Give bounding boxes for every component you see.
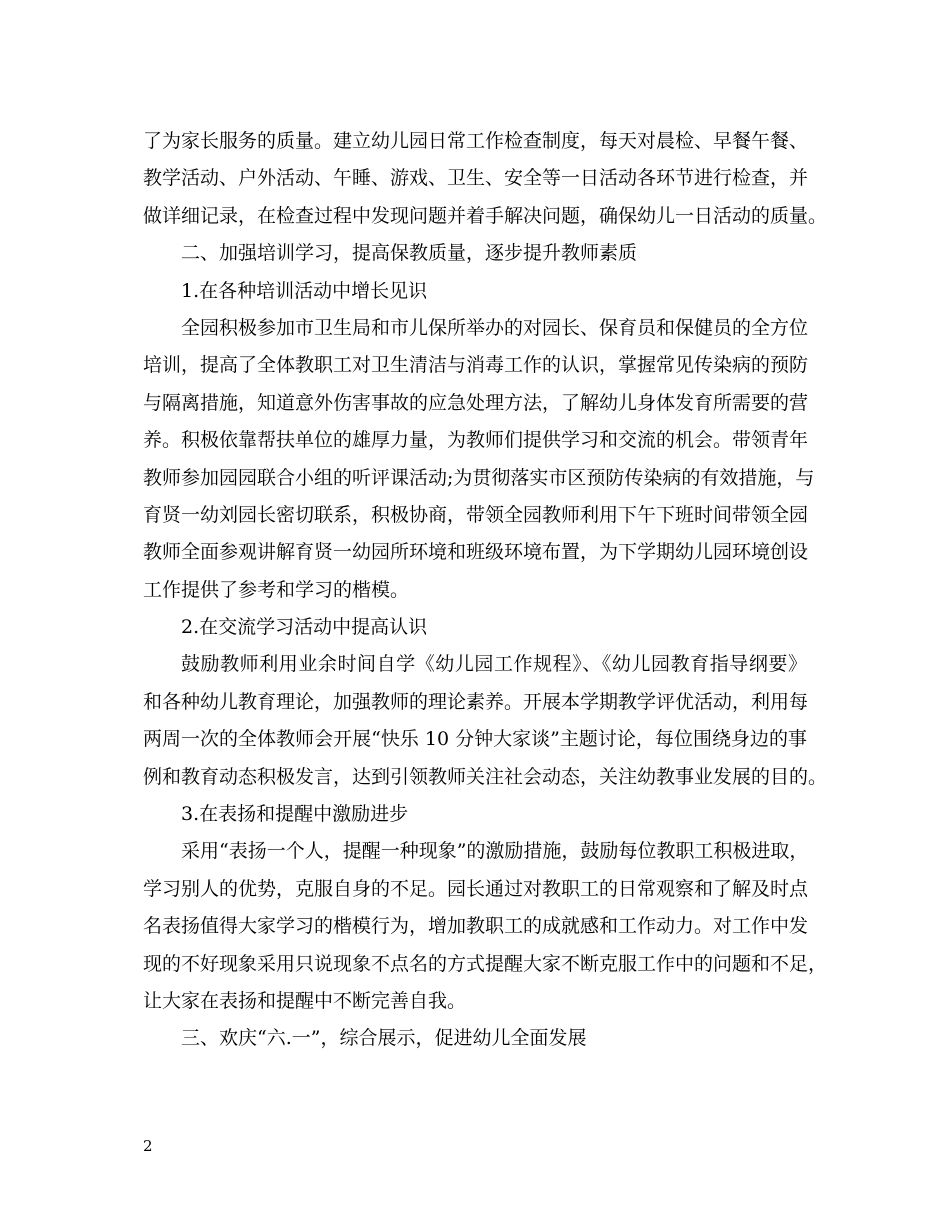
text-line: 1.在各种培训活动中增长见识 bbox=[181, 279, 428, 302]
text-line: 采用“表扬一个人，提醒一种现象”的激励措施，鼓励每位教职工积极进取， bbox=[181, 840, 809, 863]
text-line: 与隔离措施，知道意外伤害事故的应急处理方法，了解幼儿身体发育所需要的营 bbox=[143, 391, 809, 414]
text-line: 名表扬值得大家学习的楷模行为，增加教职工的成就感和工作动力。对工作中发 bbox=[143, 915, 809, 938]
text-line: 培训，提高了全体教职工对卫生清洁与消毒工作的认识，掌握常见传染病的预防 bbox=[143, 354, 809, 377]
text-line: 养。积极依靠帮扶单位的雄厚力量，为教师们提供学习和交流的机会。带领青年 bbox=[143, 429, 809, 452]
text-line: 两周一次的全体教师会开展“快乐 10 分钟大家谈”主题讨论，每位围绕身边的事 bbox=[143, 728, 807, 751]
text-line: 三、欢庆“六.一”，综合展示，促进幼儿全面发展 bbox=[181, 1027, 587, 1050]
text-line: 育贤一幼刘园长密切联系，积极协商，带领全园教师利用下午下班时间带领全园 bbox=[143, 503, 809, 526]
page-number: 2 bbox=[143, 1137, 153, 1155]
text-line: 3.在表扬和提醒中激励进步 bbox=[181, 803, 409, 826]
document-body bbox=[143, 123, 828, 1058]
text-line: 全园积极参加市卫生局和市儿保所举办的对园长、保育员和保健员的全方位 bbox=[181, 316, 809, 339]
text-line: 了为家长服务的质量。建立幼儿园日常工作检查制度，每天对晨检、早餐午餐、 bbox=[143, 130, 809, 152]
text-line: 二、加强培训学习，提高保教质量，逐步提升教师素质 bbox=[181, 242, 638, 265]
text-line: 教师全面参观讲解育贤一幼园所环境和班级环境布置，为下学期幼儿园环境创设 bbox=[143, 541, 809, 564]
text-line: 例和教育动态积极发言，达到引领教师关注社会动态，关注幼教事业发展的目的。 bbox=[143, 765, 828, 788]
text-line: 让大家在表扬和提醒中不断完善自我。 bbox=[143, 989, 467, 1012]
text-line: 现的不好现象采用只说现象不点名的方式提醒大家不断克服工作中的问题和不足， bbox=[143, 952, 828, 975]
text-line: 鼓励教师利用业余时间自学《幼儿园工作规程》、《幼儿园教育指导纲要》 bbox=[181, 653, 807, 676]
text-line: 学习别人的优势，克服自身的不足。园长通过对教职工的日常观察和了解及时点 bbox=[143, 877, 809, 900]
text-line: 和各种幼儿教育理论，加强教师的理论素养。开展本学期教学评优活动，利用每 bbox=[143, 690, 809, 713]
text-line: 2.在交流学习活动中提高认识 bbox=[181, 616, 428, 639]
text-line: 教师参加园园联合小组的听评课活动;为贯彻落实市区预防传染病的有效措施，与 bbox=[143, 466, 815, 489]
text-line: 工作提供了参考和学习的楷模。 bbox=[143, 578, 410, 601]
text-line: 做详细记录，在检查过程中发现问题并着手解决问题，确保幼儿一日活动的质量。 bbox=[143, 204, 828, 227]
text-line: 教学活动、户外活动、午睡、游戏、卫生、安全等一日活动各环节进行检查，并 bbox=[143, 167, 809, 190]
